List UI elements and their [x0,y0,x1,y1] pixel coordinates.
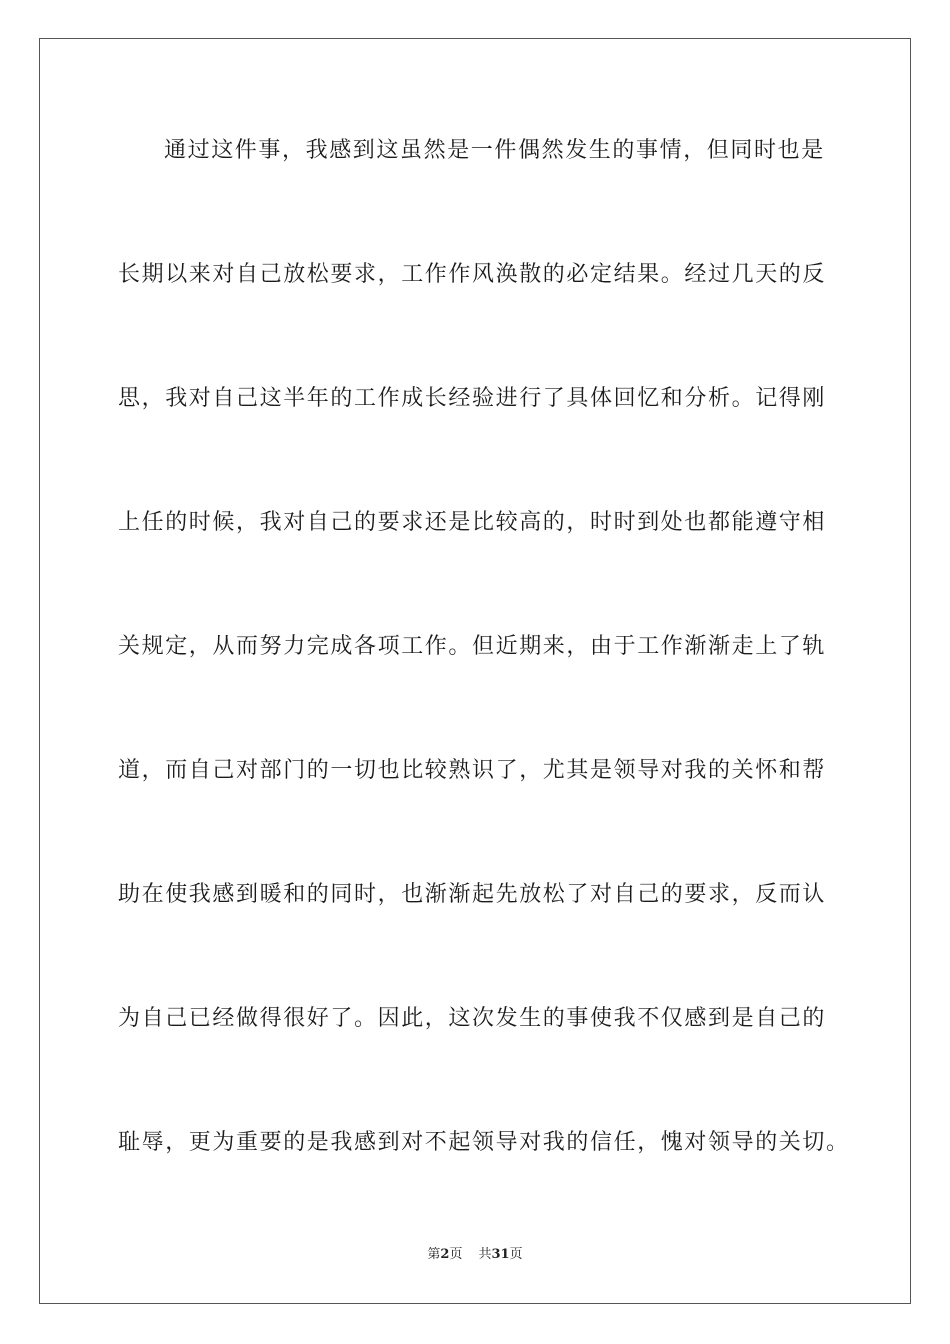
paragraph-line-8: 为自己已经做得很好了。因此，这次发生的事使我不仅感到是自己的 [118,1006,827,1031]
page-border [39,38,911,1304]
page-number: 2 [440,1247,450,1262]
paragraph-line-3: 思，我对自己这半年的工作成长经验进行了具体回忆和分析。记得刚 [118,386,827,411]
total-pages: 31 [491,1247,510,1262]
paragraph-line-5: 关规定，从而努力完成各项工作。但近期来，由于工作渐渐走上了轨 [118,634,827,659]
page-suffix: 页 [449,1247,463,1262]
paragraph-line-1: 通过这件事，我感到这虽然是一件偶然发生的事情，但同时也是 [164,138,825,163]
paragraph-line-2: 长期以来对自己放松要求，工作作风涣散的必定结果。经过几天的反 [118,262,827,287]
paragraph-line-6: 道，而自己对部门的一切也比较熟识了，尤其是领导对我的关怀和帮 [118,758,827,783]
page-footer [0,1246,950,1264]
paragraph-line-7: 助在使我感到暖和的同时，也渐渐起先放松了对自己的要求，反而认 [118,882,827,907]
total-prefix: 共 [478,1247,492,1262]
paragraph-line-4: 上任的时候，我对自己的要求还是比较高的，时时到处也都能遵守相 [118,510,827,535]
page-prefix: 第 [427,1247,441,1262]
total-suffix: 页 [509,1247,523,1262]
paragraph-line-9: 耻辱，更为重要的是我感到对不起领导对我的信任，愧对领导的关切。 [118,1130,850,1155]
